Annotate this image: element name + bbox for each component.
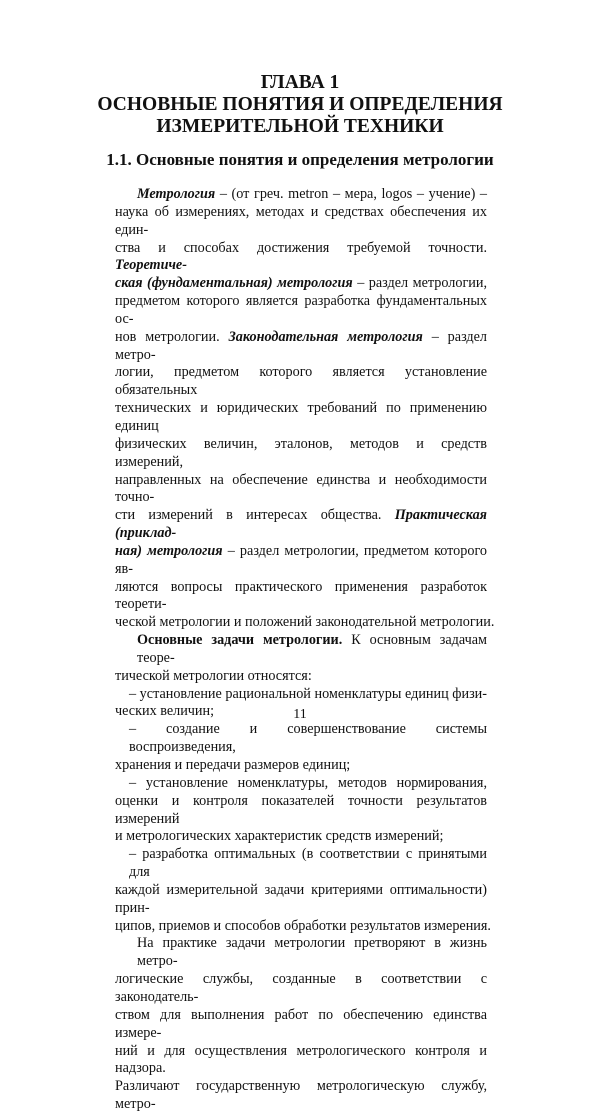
list-item-line: ческих величин; bbox=[115, 703, 215, 720]
text-line bbox=[115, 329, 487, 365]
chapter-title-line: ОСНОВНЫЕ ПОНЯТИЯ И ОПРЕДЕЛЕНИЯ bbox=[97, 94, 503, 115]
text-line: направленных на обеспечение единства и необходимости точно- bbox=[115, 471, 487, 506]
text-line: логические службы, созданные в соответствии с законодатель- bbox=[115, 971, 487, 1005]
term: ская (фундаментальная) метрология bbox=[115, 275, 353, 292]
text-line: технических и юридических требований по применению единиц bbox=[115, 400, 487, 434]
term: Законодательная метрология bbox=[228, 328, 423, 345]
chapter-title-line: ИЗМЕРИТЕЛЬНОЙ ТЕХНИКИ bbox=[156, 116, 444, 137]
text-line bbox=[115, 186, 487, 204]
text-line bbox=[115, 507, 487, 543]
list-item-line: ципов, приемов и способов обработки результатов измерения. bbox=[115, 917, 491, 934]
text-line: ний и для осуществления метрологического контроля и надзора. bbox=[115, 1042, 487, 1077]
text-line: тической метрологии относятся: bbox=[115, 667, 312, 684]
text-line: ством для выполнения работ по обеспечению единства измере- bbox=[115, 1006, 487, 1041]
text-line: ческой метрологии и положений законодательной метрологии. bbox=[115, 614, 495, 631]
text-line: наука об измерениях, методах и средствах обеспечения их един- bbox=[115, 203, 487, 238]
list-item-line: – создание и совершенствование системы воспроизведения, bbox=[129, 721, 487, 756]
text-fragment: – раздел метро- bbox=[115, 328, 488, 363]
text-fragment: сти измерений в интересах общества. bbox=[115, 507, 382, 524]
list-item-line: – разработка оптимальных (в соответствии с принятыми для bbox=[129, 846, 487, 881]
text-line bbox=[115, 275, 487, 293]
chapter-heading bbox=[0, 72, 600, 138]
chapter-number: ГЛАВА 1 bbox=[260, 72, 340, 93]
list-item-line: – установление номенклатуры, методов нормирования, bbox=[129, 774, 487, 791]
term: Теоретиче- bbox=[115, 257, 187, 274]
text-fragment: нов метрологии. bbox=[115, 328, 220, 345]
text-fragment: – (от греч. metron – мера, logos – учение) – bbox=[219, 186, 488, 202]
list-item-line: каждой измерительной задачи критериями оптимальности) прин- bbox=[115, 881, 487, 916]
text-line: логии, предметом которого является установление обязательных bbox=[115, 364, 487, 399]
section-title: 1.1. Основные понятия и определения метрологии bbox=[106, 150, 494, 169]
term: ная) метрология bbox=[115, 542, 223, 559]
term: Практическая (приклад- bbox=[115, 507, 487, 542]
list-item-line: хранения и передачи размеров единиц; bbox=[115, 757, 351, 773]
body-text bbox=[115, 186, 495, 1114]
term: Метрология bbox=[137, 186, 216, 202]
text-line: ляются вопросы практического применения разработок теорети- bbox=[115, 578, 487, 613]
text-line bbox=[115, 543, 487, 579]
text-line: предметом которого является разработка фундаментальных ос- bbox=[115, 293, 487, 327]
text-line: физических величин, эталонов, методов и средств измерений, bbox=[115, 435, 487, 470]
text-line: На практике задачи метрологии претворяют в жизнь метро- bbox=[137, 935, 487, 970]
page-number: 11 bbox=[293, 707, 307, 722]
text-fragment: К основным задачам теорe- bbox=[137, 632, 487, 666]
text-fragment: ства и способах достижения требуемой точности. bbox=[115, 239, 487, 256]
text-line bbox=[115, 240, 487, 276]
list-item-line: и метрологических характеристик средств измерений; bbox=[115, 828, 444, 845]
list-item-line: оценки и контроля показателей точности результатов измерений bbox=[115, 792, 487, 827]
list-item-line: – установление рациональной номенклатуры единиц физи- bbox=[129, 685, 487, 702]
text-line bbox=[115, 632, 487, 668]
bold-lead: Основные задачи метрологии. bbox=[137, 632, 343, 649]
text-line: Различают государственную метрологическую службу, метро- bbox=[115, 1078, 487, 1113]
text-fragment: – раздел метрологии, предметом которого яв- bbox=[115, 542, 487, 577]
text-fragment: – раздел метрологии, bbox=[357, 275, 488, 292]
